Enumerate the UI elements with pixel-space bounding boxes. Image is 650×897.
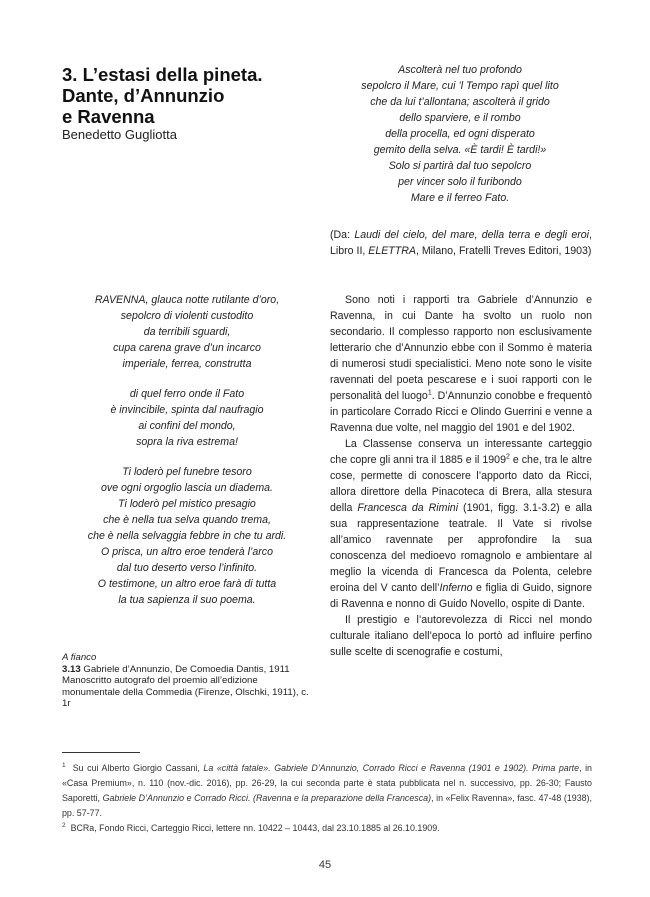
- poem-line: gemito della selva. «È tardi! È tardi!»: [373, 144, 547, 156]
- poem-line: Ti loderò pel funebre tesoro: [122, 466, 252, 478]
- source-suffix: , Milano, Fratelli Treves Editori, 1903): [415, 245, 592, 257]
- poem-line: che è nella tua selva quando trema,: [103, 514, 271, 526]
- poem-excerpt-right: [330, 62, 590, 206]
- poem-line: dal tuo deserto verso l’infinito.: [116, 562, 258, 574]
- caption-heading: A fianco: [62, 652, 97, 663]
- work-title: Inferno: [439, 582, 473, 594]
- body-paragraph: [330, 436, 592, 612]
- poem-line: O testimone, un altro eroe farà di tutta: [97, 578, 277, 590]
- footnote-title: Gabriele D’Annunzio e Corrado Ricci. (Ravenna e la preparazione della Francesca): [102, 793, 432, 803]
- poem-line: Ascolterà nel tuo profondo: [398, 64, 522, 76]
- poem-line: Mare e il ferreo Fato.: [410, 192, 510, 204]
- footnote: [62, 761, 592, 821]
- caption-title: [62, 664, 312, 676]
- chapter-title-line: Dante, d’Annunzio: [62, 85, 225, 106]
- poem-source-citation: [330, 227, 592, 259]
- poem-line: RAVENNA, glauca notte rutilante d’oro,: [94, 294, 280, 306]
- poem-line: Ti loderò pel mistico presagio: [118, 498, 256, 510]
- caption-description: Manoscritto autografo del proemio all’edizione monumentale della Commedia (Firenze, Olschki, 1911), c. 1r: [62, 675, 309, 709]
- footnote-ref[interactable]: 2: [505, 453, 510, 461]
- body-text-run: (1901, figg. 3.1-3.2) e alla sua rappresentazione teatrale. Il Vate si rivolse all’amico ravennate per approfondire la sua conoscenza del medioevo romagnolo e ambientare al meglio la vicenda di Francesca da Polenta, celebre eroina del V canto dell’: [330, 502, 593, 594]
- poem-line: Solo si partirà dal tuo sepolcro: [388, 160, 532, 172]
- poem-line: ove ogni orgoglio lascia un diadema.: [101, 482, 273, 494]
- footnote-number: 2: [62, 822, 66, 830]
- footnote-number: 1: [62, 762, 66, 770]
- source-work-title: Laudi del cielo, del mare, della terra e degli eroi: [354, 229, 590, 241]
- poem-line: è invincibile, spinta dal naufragio: [110, 404, 264, 416]
- poem-line: la tua sapienza il suo poema.: [118, 594, 256, 606]
- footnote-text: Su cui Alberto Giorgio Cassani,: [72, 763, 204, 773]
- poem-line: della procella, ed ogni disperato: [385, 128, 535, 140]
- body-text: [330, 292, 592, 660]
- poem-line: ai confini del mondo,: [138, 420, 236, 432]
- caption-title-text: Gabriele d’Annunzio, De Comoedia Dantis, 1911: [80, 663, 290, 675]
- footnote-text: BCRa, Fondo Ricci, Carteggio Ricci, lettere nn. 10422 – 10443, dal 23.10.1885 al 26.10.1909.: [70, 823, 440, 833]
- work-title: Francesca da Rimini: [357, 502, 459, 514]
- poem-stanza: [62, 386, 312, 450]
- footnote-divider: [62, 752, 140, 753]
- body-text-run: . D’Annunzio conobbe e frequentò in particolare Corrado Ricci e Olindo Guerrini e venne a Ravenna due volte, nel maggio del 1901 e del 1902.: [330, 390, 592, 434]
- poem-line: per vincer solo il furibondo: [398, 176, 522, 188]
- poem-stanza: [62, 292, 312, 372]
- body-paragraph: [330, 292, 592, 436]
- poem-line: che da lui t’allontana; ascolterà il grido: [370, 96, 550, 108]
- poem-line: di quel ferro onde il Fato: [129, 388, 245, 400]
- body-text-run: e figlia di Guido, signore di Ravenna e nonno di Guido Novello, ospite di Dante.: [330, 582, 592, 610]
- body-text-run: Sono noti i rapporti tra Gabriele d’Annunzio e Ravenna, in cui Dante ha svolto un ruolo non secondario. Il complesso rapporto non esclusivamente letterario che d’Annunzio ebbe con il Sommo è materia di numerosi studi specialistici. Meno note sono le visite ravennati del poeta pescarese e i suoi rapporti con le personalità del luogo: [330, 294, 592, 402]
- poem-line: cupa carena grave d’un incarco: [113, 342, 261, 354]
- page-number: 45: [318, 859, 332, 871]
- poem-line: imperiale, ferrea, construtta: [122, 358, 252, 370]
- poem-excerpt-left: [62, 292, 312, 622]
- chapter-title: [62, 64, 312, 127]
- chapter-title-line: e Ravenna: [62, 106, 155, 127]
- body-paragraph: Il prestigio e l’autorevolezza di Ricci nel mondo culturale italiano dell’epoca lo portò ad influire perfino sulle scelte di scenografie e costumi,: [330, 614, 592, 658]
- footnote: [62, 821, 592, 836]
- poem-line: che è nella selvaggia febbre in che tu ardi.: [87, 530, 287, 542]
- footnote-text: , in «Casa Premium», n. 110 (nov.-dic. 2016), pp. 26-29, la cui seconda parte è stata pubblicata nel n. successivo, pp. 26-30; Fausto Saporetti,: [62, 763, 592, 803]
- source-book-title: ELETTRA: [368, 245, 416, 257]
- poem-line: da terribili sguardi,: [143, 326, 231, 338]
- source-prefix: (Da:: [330, 229, 355, 241]
- footnotes: [62, 761, 592, 836]
- poem-line: dello sparviere, e il rombo: [399, 112, 521, 124]
- poem-line: sepolcro il Mare, cui ’l Tempo rapì quel lito: [361, 80, 559, 92]
- body-text-run: La Classense conserva un interessante carteggio che copre gli anni tra il 1885 e il 1909: [330, 438, 592, 466]
- poem-line: sepolcro di violenti custodito: [120, 310, 254, 322]
- poem-line: sopra la riva estrema!: [136, 436, 238, 448]
- footnote-ref[interactable]: 1: [427, 389, 432, 397]
- poem-stanza: [62, 464, 312, 608]
- figure-number: 3.13: [62, 663, 81, 675]
- chapter-author: Benedetto Gugliotta: [62, 127, 177, 142]
- footnote-title: La «città fatale». Gabriele D’Annunzio, Corrado Ricci e Ravenna (1901 e 1902). Prima parte: [203, 763, 580, 773]
- figure-caption: [62, 652, 312, 710]
- poem-line: O prisca, un altro eroe tenderà l’arco: [101, 546, 273, 558]
- footnote-text: , in «Felix Ravenna», fasc. 47-48 (1938), pp. 57-77.: [62, 793, 592, 818]
- chapter-title-line: 3. L’estasi della pineta.: [62, 64, 263, 85]
- body-text-run: e che, tra le altre cose, permette di conoscere l’apporto dato da Ricci, allora direttore della Pinacoteca di Brera, alla stesura della: [330, 454, 592, 514]
- source-middle: , Libro II,: [330, 229, 592, 257]
